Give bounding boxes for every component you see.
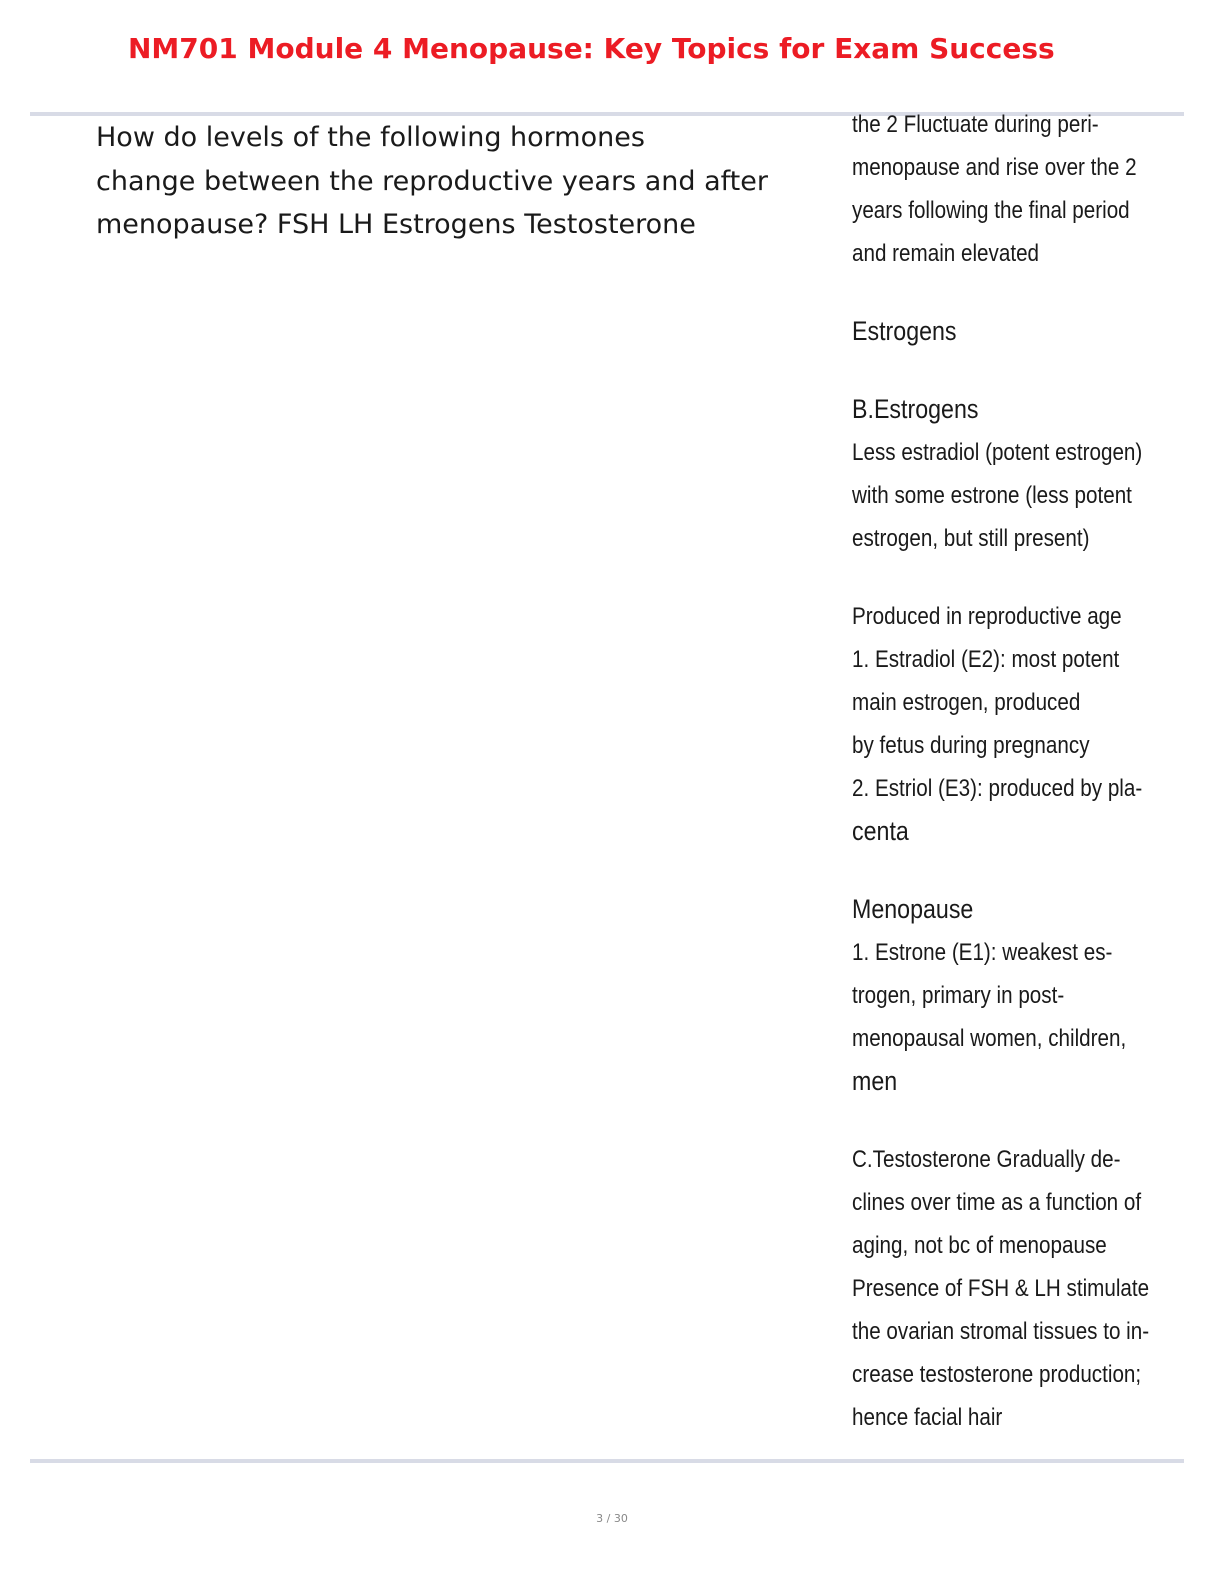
- question-line: How do levels of the following hormones: [96, 122, 645, 153]
- spacer: [852, 353, 1172, 388]
- answer-line: estrogen, but still present): [852, 525, 1090, 552]
- estrogens-heading: Estrogens: [852, 316, 957, 346]
- answer-line: trogen, primary in post-: [852, 982, 1065, 1009]
- menopause-heading: Menopause: [852, 894, 974, 924]
- answer-line: Presence of FSH & LH stimulate: [852, 1275, 1150, 1302]
- answer-line: main estrogen, produced: [852, 689, 1081, 716]
- bottom-divider: [30, 1459, 1184, 1463]
- document-title: NM701 Module 4 Menopause: Key Topics for Exam Success: [128, 32, 1055, 65]
- answer-line: menopausal women, children,: [852, 1025, 1127, 1052]
- spacer: [852, 275, 1172, 310]
- b-estrogens-heading: B.Estrogens: [852, 394, 979, 424]
- answer-line: 1. Estrone (E1): weakest es-: [852, 939, 1113, 966]
- page-number: 3 / 30: [596, 1512, 628, 1525]
- answer-line: C.Testosterone Gradually de-: [852, 1146, 1121, 1173]
- question-text: [96, 116, 826, 247]
- answer-line: men: [852, 1066, 898, 1096]
- spacer: [852, 853, 1172, 888]
- answer-line: with some estrone (less potent: [852, 482, 1132, 509]
- answer-line: menopause and rise over the 2: [852, 154, 1137, 181]
- answer-line: aging, not bc of menopause: [852, 1232, 1107, 1259]
- answer-line: the 2 Fluctuate during peri-: [852, 111, 1099, 138]
- spacer: [852, 560, 1172, 595]
- answer-line: clines over time as a function of: [852, 1189, 1142, 1216]
- question-line: menopause? FSH LH Estrogens Testosterone: [96, 209, 696, 240]
- answer-line: crease testosterone production;: [852, 1361, 1142, 1388]
- answer-line: 2. Estriol (E3): produced by pla-: [852, 775, 1143, 802]
- question-line: change between the reproductive years and after: [96, 165, 768, 197]
- answer-line: centa: [852, 816, 909, 846]
- answer-line: by fetus during pregnancy: [852, 732, 1090, 759]
- answer-line: 1. Estradiol (E2): most potent: [852, 646, 1120, 673]
- answer-line: hence facial hair: [852, 1404, 1003, 1431]
- answer-text: [852, 103, 1172, 1439]
- answer-line: years following the final period: [852, 197, 1130, 224]
- answer-line: the ovarian stromal tissues to in-: [852, 1318, 1150, 1345]
- answer-line: Less estradiol (potent estrogen): [852, 439, 1143, 466]
- spacer: [852, 1103, 1172, 1138]
- answer-line: Produced in reproductive age: [852, 603, 1122, 630]
- answer-line: and remain elevated: [852, 240, 1040, 267]
